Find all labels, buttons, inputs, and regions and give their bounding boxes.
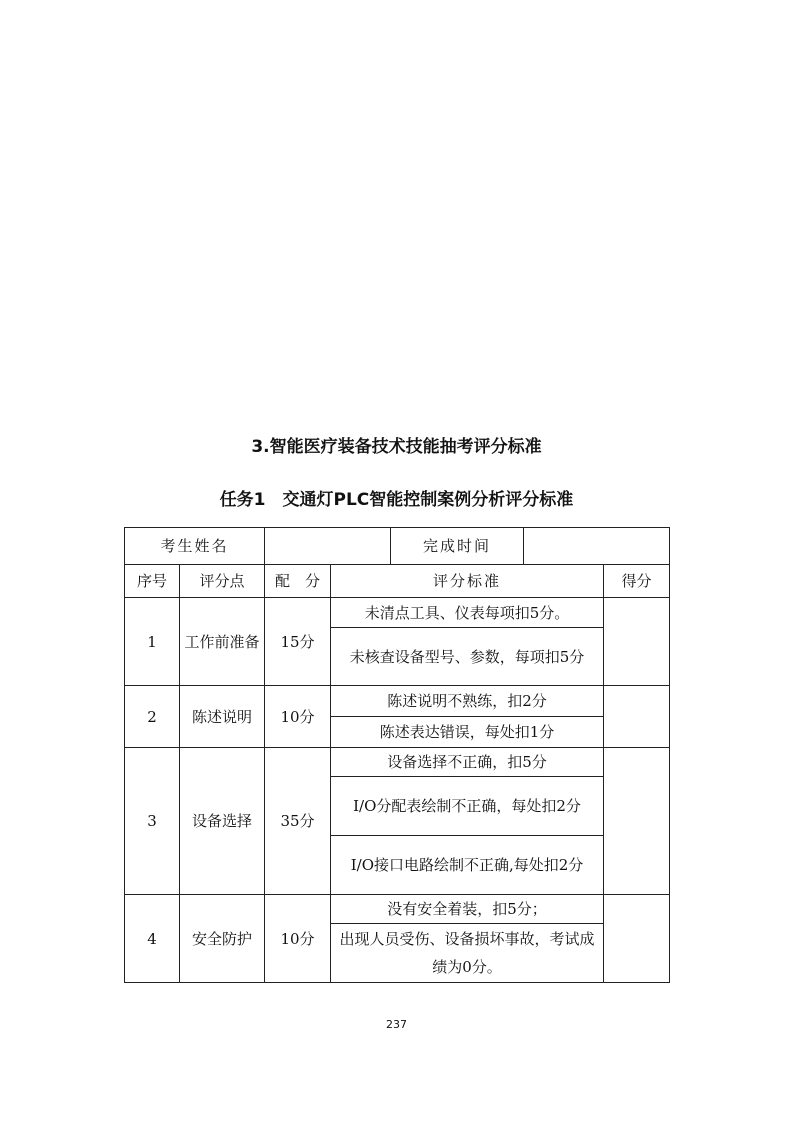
header-point: 评分点	[180, 565, 265, 598]
header-row	[125, 565, 670, 598]
criterion: 没有安全着装，扣5分；	[331, 895, 604, 924]
item-got	[604, 686, 670, 748]
item-got	[604, 598, 670, 686]
criterion: 陈述表达错误，每处扣1分	[331, 717, 604, 748]
table-row	[125, 598, 670, 628]
name-label: 考生姓名	[125, 528, 265, 565]
page-number: 237	[386, 1018, 407, 1031]
criterion: I/O分配表绘制不正确，每处扣2分	[331, 777, 604, 836]
time-label: 完成时间	[391, 528, 524, 565]
item-score: 35分	[265, 748, 331, 895]
header-got: 得分	[604, 565, 670, 598]
item-point: 工作前准备	[180, 598, 265, 686]
item-score: 10分	[265, 686, 331, 748]
item-no: 3	[125, 748, 180, 895]
task-title: 任务1 交通灯PLC智能控制案例分析评分标准	[219, 490, 574, 510]
table-row	[125, 748, 670, 777]
item-no: 2	[125, 686, 180, 748]
section-title: 3.智能医疗装备技术技能抽考评分标准	[251, 437, 542, 457]
name-value-cell	[265, 528, 391, 565]
item-score: 15分	[265, 598, 331, 686]
header-score: 配 分	[265, 565, 331, 598]
item-point: 设备选择	[180, 748, 265, 895]
item-no: 4	[125, 895, 180, 983]
criterion: 未核查设备型号、参数，每项扣5分	[331, 628, 604, 686]
table-row	[125, 895, 670, 924]
item-got	[604, 748, 670, 895]
criterion: 陈述说明不熟练，扣2分	[331, 686, 604, 717]
header-criteria: 评分标准	[331, 565, 604, 598]
time-value-cell	[524, 528, 670, 565]
table-row	[125, 686, 670, 717]
item-score: 10分	[265, 895, 331, 983]
scoring-table	[124, 527, 670, 983]
item-no: 1	[125, 598, 180, 686]
criterion: 出现人员受伤、设备损坏事故，考试成绩为0分。	[331, 924, 604, 983]
header-no: 序号	[125, 565, 180, 598]
item-point: 安全防护	[180, 895, 265, 983]
criterion: 未清点工具、仪表每项扣5分。	[331, 598, 604, 628]
criterion: I/O接口电路绘制不正确,每处扣2分	[331, 836, 604, 895]
criterion: 设备选择不正确，扣5分	[331, 748, 604, 777]
item-got	[604, 895, 670, 983]
item-point: 陈述说明	[180, 686, 265, 748]
info-row	[125, 528, 670, 565]
